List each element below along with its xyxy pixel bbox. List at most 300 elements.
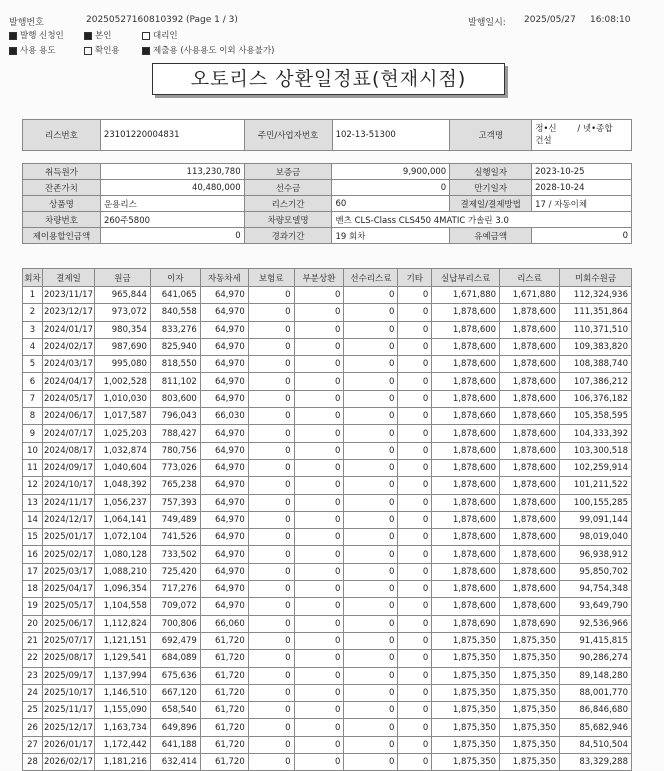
table-cell: 1,878,600 bbox=[432, 356, 500, 373]
table-row bbox=[23, 546, 632, 563]
table-cell: 101,211,522 bbox=[560, 477, 632, 494]
table-cell: 818,550 bbox=[150, 356, 200, 373]
applicant-option bbox=[9, 29, 64, 41]
table-row bbox=[23, 321, 632, 338]
table-cell: 1,878,600 bbox=[500, 356, 560, 373]
table-cell: 0 bbox=[398, 529, 432, 546]
table-row bbox=[23, 459, 632, 476]
table-cell: 2023/11/17 bbox=[42, 287, 94, 304]
model-label: 차량모델명 bbox=[244, 212, 332, 228]
table-cell: 1,875,350 bbox=[432, 702, 500, 719]
table-cell: 1,048,392 bbox=[94, 477, 150, 494]
confirm-label: 확인용 bbox=[95, 46, 120, 56]
table-cell: 0 bbox=[344, 390, 398, 407]
table-cell: 1,875,350 bbox=[500, 736, 560, 753]
table-cell: 0 bbox=[344, 563, 398, 580]
column-header: 미회수원금 bbox=[560, 269, 632, 287]
table-cell: 749,489 bbox=[150, 511, 200, 528]
applicant-label: 발행 신청인 bbox=[20, 31, 64, 41]
table-cell: 0 bbox=[248, 477, 294, 494]
column-header: 리스료 bbox=[500, 269, 560, 287]
table-cell: 2025/05/17 bbox=[42, 598, 94, 615]
table-cell: 64,970 bbox=[200, 390, 248, 407]
table-row bbox=[23, 615, 632, 632]
table-cell: 0 bbox=[344, 442, 398, 459]
table-row bbox=[23, 408, 632, 425]
table-row bbox=[23, 581, 632, 598]
table-cell: 0 bbox=[398, 546, 432, 563]
table-cell: 803,600 bbox=[150, 390, 200, 407]
table-cell: 1,878,600 bbox=[432, 373, 500, 390]
table-cell: 1 bbox=[23, 287, 43, 304]
table-cell: 25 bbox=[23, 702, 43, 719]
table-cell: 1,875,350 bbox=[500, 667, 560, 684]
table-cell: 0 bbox=[248, 667, 294, 684]
table-cell: 64,970 bbox=[200, 373, 248, 390]
table-cell: 1,878,600 bbox=[432, 390, 500, 407]
table-cell: 95,850,702 bbox=[560, 563, 632, 580]
table-cell: 21 bbox=[23, 632, 43, 649]
table-cell: 1,671,880 bbox=[432, 287, 500, 304]
table-cell: 0 bbox=[398, 442, 432, 459]
table-cell: 840,558 bbox=[150, 304, 200, 321]
table-cell: 64,970 bbox=[200, 598, 248, 615]
table-cell: 0 bbox=[248, 373, 294, 390]
table-cell: 0 bbox=[294, 632, 344, 649]
table-cell: 0 bbox=[248, 702, 294, 719]
table-cell: 0 bbox=[344, 425, 398, 442]
table-cell: 0 bbox=[398, 615, 432, 632]
table-cell: 1,172,442 bbox=[94, 736, 150, 753]
table-cell: 1,875,350 bbox=[500, 632, 560, 649]
table-cell: 0 bbox=[248, 563, 294, 580]
table-cell: 1,875,350 bbox=[432, 719, 500, 736]
table-cell: 20 bbox=[23, 615, 43, 632]
table-cell: 1,878,600 bbox=[432, 529, 500, 546]
submit-label: 제출용 (사용용도 이외 사용불가) bbox=[153, 46, 275, 56]
table-cell: 1,875,350 bbox=[500, 719, 560, 736]
table-cell: 684,089 bbox=[150, 650, 200, 667]
car-number-label: 차량번호 bbox=[23, 212, 101, 228]
table-cell: 1,088,210 bbox=[94, 563, 150, 580]
table-cell: 5 bbox=[23, 356, 43, 373]
table-cell: 667,120 bbox=[150, 684, 200, 701]
table-cell: 2 bbox=[23, 304, 43, 321]
table-cell: 780,756 bbox=[150, 442, 200, 459]
table-cell: 0 bbox=[398, 477, 432, 494]
table-cell: 675,636 bbox=[150, 667, 200, 684]
table-cell: 64,970 bbox=[200, 494, 248, 511]
table-cell: 649,896 bbox=[150, 719, 200, 736]
table-cell: 66,030 bbox=[200, 408, 248, 425]
table-cell: 0 bbox=[344, 632, 398, 649]
table-cell: 0 bbox=[398, 667, 432, 684]
prepay: 0 bbox=[332, 180, 450, 196]
table-cell: 0 bbox=[344, 287, 398, 304]
table-cell: 0 bbox=[248, 425, 294, 442]
table-cell: 1,875,350 bbox=[432, 736, 500, 753]
start-date: 2023-10-25 bbox=[532, 164, 632, 180]
discount: 0 bbox=[100, 228, 244, 244]
table-cell: 27 bbox=[23, 736, 43, 753]
table-cell: 0 bbox=[344, 546, 398, 563]
table-cell: 0 bbox=[344, 338, 398, 355]
table-cell: 1,878,600 bbox=[432, 494, 500, 511]
table-cell: 1,878,600 bbox=[500, 563, 560, 580]
acq-price-label: 취득원가 bbox=[23, 164, 101, 180]
table-cell: 2025/11/17 bbox=[42, 702, 94, 719]
column-header: 부분상환 bbox=[294, 269, 344, 287]
product-label: 상품명 bbox=[23, 196, 101, 212]
table-cell: 1,875,350 bbox=[432, 667, 500, 684]
table-cell: 17 bbox=[23, 563, 43, 580]
residual-label: 잔존가치 bbox=[23, 180, 101, 196]
table-cell: 0 bbox=[398, 736, 432, 753]
table-cell: 2025/03/17 bbox=[42, 563, 94, 580]
table-cell: 0 bbox=[248, 304, 294, 321]
table-cell: 64,970 bbox=[200, 356, 248, 373]
table-row bbox=[23, 754, 632, 771]
table-cell: 1,002,528 bbox=[94, 373, 150, 390]
self-option bbox=[84, 29, 111, 41]
table-cell: 64,970 bbox=[200, 425, 248, 442]
table-row bbox=[23, 650, 632, 667]
lease-number: 23101220004831 bbox=[100, 120, 244, 151]
table-cell: 0 bbox=[294, 304, 344, 321]
customer-name bbox=[532, 120, 632, 151]
table-row bbox=[23, 511, 632, 528]
table-cell: 85,682,946 bbox=[560, 719, 632, 736]
table-cell: 1,878,600 bbox=[500, 477, 560, 494]
table-cell: 3 bbox=[23, 321, 43, 338]
table-cell: 0 bbox=[294, 442, 344, 459]
table-cell: 2024/09/17 bbox=[42, 459, 94, 476]
table-cell: 100,155,285 bbox=[560, 494, 632, 511]
table-cell: 92,536,966 bbox=[560, 615, 632, 632]
table-cell: 0 bbox=[344, 754, 398, 771]
deposit-label: 보증금 bbox=[244, 164, 332, 180]
table-cell: 23 bbox=[23, 667, 43, 684]
table-cell: 64,970 bbox=[200, 529, 248, 546]
table-cell: 110,371,510 bbox=[560, 321, 632, 338]
table-cell: 632,414 bbox=[150, 754, 200, 771]
table-cell: 0 bbox=[294, 511, 344, 528]
checkbox-unchecked-icon bbox=[142, 32, 150, 40]
table-cell: 0 bbox=[398, 650, 432, 667]
table-row bbox=[23, 477, 632, 494]
table-cell: 84,510,504 bbox=[560, 736, 632, 753]
table-cell: 9 bbox=[23, 425, 43, 442]
table-cell: 825,940 bbox=[150, 338, 200, 355]
table-cell: 0 bbox=[248, 598, 294, 615]
issue-time: 16:08:10 bbox=[590, 15, 631, 25]
table-cell: 0 bbox=[248, 754, 294, 771]
page-indicator: (Page 1 / 3) bbox=[186, 15, 238, 25]
table-cell: 0 bbox=[294, 719, 344, 736]
table-cell: 1,032,874 bbox=[94, 442, 150, 459]
confirm-option bbox=[84, 44, 120, 56]
table-cell: 0 bbox=[344, 529, 398, 546]
customer-label: 고객명 bbox=[450, 120, 532, 151]
table-cell: 1,056,237 bbox=[94, 494, 150, 511]
table-cell: 91,415,815 bbox=[560, 632, 632, 649]
table-cell: 773,026 bbox=[150, 459, 200, 476]
table-cell: 1,878,600 bbox=[500, 598, 560, 615]
table-cell: 965,844 bbox=[94, 287, 150, 304]
document-title: 오토리스 상환일정표(현재시점) bbox=[152, 63, 505, 95]
table-cell: 22 bbox=[23, 650, 43, 667]
table-cell: 2025/04/17 bbox=[42, 581, 94, 598]
table-cell: 64,970 bbox=[200, 477, 248, 494]
table-cell: 1,878,600 bbox=[500, 425, 560, 442]
customer-name-part1: 정•신 bbox=[535, 124, 557, 134]
column-header: 기타 bbox=[398, 269, 432, 287]
table-cell: 765,238 bbox=[150, 477, 200, 494]
table-cell: 0 bbox=[294, 546, 344, 563]
table-cell: 1,875,350 bbox=[500, 702, 560, 719]
overdue: 0 bbox=[532, 228, 632, 244]
table-cell: 1,878,690 bbox=[500, 615, 560, 632]
table-cell: 1,878,600 bbox=[500, 390, 560, 407]
table-cell: 1,878,600 bbox=[500, 373, 560, 390]
period-label: 리스기간 bbox=[244, 196, 332, 212]
table-cell: 0 bbox=[294, 581, 344, 598]
table-row bbox=[23, 373, 632, 390]
table-cell: 0 bbox=[294, 459, 344, 476]
acq-price: 113,230,780 bbox=[100, 164, 244, 180]
table-cell: 0 bbox=[344, 304, 398, 321]
purpose-option bbox=[9, 44, 56, 56]
table-cell: 725,420 bbox=[150, 563, 200, 580]
column-header: 회차 bbox=[23, 269, 43, 287]
table-cell: 1,671,880 bbox=[500, 287, 560, 304]
column-header: 원금 bbox=[94, 269, 150, 287]
table-cell: 741,526 bbox=[150, 529, 200, 546]
table-cell: 1,010,030 bbox=[94, 390, 150, 407]
table-cell: 66,060 bbox=[200, 615, 248, 632]
table-cell: 7 bbox=[23, 390, 43, 407]
table-cell: 1,878,600 bbox=[432, 459, 500, 476]
table-cell: 1,104,558 bbox=[94, 598, 150, 615]
table-cell: 1,878,600 bbox=[500, 529, 560, 546]
table-cell: 0 bbox=[294, 650, 344, 667]
table-cell: 0 bbox=[294, 356, 344, 373]
table-cell: 1,875,350 bbox=[500, 684, 560, 701]
table-row bbox=[23, 598, 632, 615]
table-cell: 980,354 bbox=[94, 321, 150, 338]
table-cell: 0 bbox=[344, 615, 398, 632]
column-header: 보험료 bbox=[248, 269, 294, 287]
table-cell: 0 bbox=[294, 736, 344, 753]
table-cell: 0 bbox=[294, 321, 344, 338]
table-cell: 811,102 bbox=[150, 373, 200, 390]
table-cell: 64,970 bbox=[200, 321, 248, 338]
table-cell: 1,875,350 bbox=[432, 632, 500, 649]
table-cell: 61,720 bbox=[200, 667, 248, 684]
lease-info-table bbox=[22, 119, 632, 151]
table-cell: 641,065 bbox=[150, 287, 200, 304]
pay-method-label: 결제일/결제방법 bbox=[450, 196, 532, 212]
table-row bbox=[23, 529, 632, 546]
table-cell: 700,806 bbox=[150, 615, 200, 632]
table-cell: 108,388,740 bbox=[560, 356, 632, 373]
table-cell: 83,329,288 bbox=[560, 754, 632, 771]
table-cell: 2025/01/17 bbox=[42, 529, 94, 546]
table-cell: 0 bbox=[344, 511, 398, 528]
checkbox-checked-icon bbox=[9, 32, 17, 40]
table-cell: 109,383,820 bbox=[560, 338, 632, 355]
checkbox-checked-icon bbox=[9, 47, 17, 55]
table-cell: 788,427 bbox=[150, 425, 200, 442]
table-cell: 105,358,595 bbox=[560, 408, 632, 425]
table-cell: 0 bbox=[294, 615, 344, 632]
table-cell: 0 bbox=[248, 287, 294, 304]
deposit: 9,900,000 bbox=[332, 164, 450, 180]
table-cell: 1,878,600 bbox=[500, 494, 560, 511]
table-cell: 61,720 bbox=[200, 754, 248, 771]
table-cell: 0 bbox=[398, 321, 432, 338]
discount-label: 제이용할인금액 bbox=[23, 228, 101, 244]
overdue-label: 유예금액 bbox=[450, 228, 532, 244]
table-cell: 0 bbox=[294, 408, 344, 425]
table-cell: 14 bbox=[23, 511, 43, 528]
table-cell: 0 bbox=[294, 390, 344, 407]
table-cell: 86,846,680 bbox=[560, 702, 632, 719]
table-cell: 2025/06/17 bbox=[42, 615, 94, 632]
table-cell: 8 bbox=[23, 408, 43, 425]
table-cell: 1,163,734 bbox=[94, 719, 150, 736]
table-cell: 0 bbox=[248, 390, 294, 407]
table-cell: 98,019,040 bbox=[560, 529, 632, 546]
table-cell: 2025/12/17 bbox=[42, 719, 94, 736]
table-cell: 64,970 bbox=[200, 563, 248, 580]
table-cell: 0 bbox=[344, 702, 398, 719]
table-cell: 0 bbox=[344, 581, 398, 598]
table-cell: 641,188 bbox=[150, 736, 200, 753]
table-cell: 0 bbox=[248, 581, 294, 598]
table-cell: 2024/02/17 bbox=[42, 338, 94, 355]
table-cell: 1,878,660 bbox=[500, 408, 560, 425]
table-row bbox=[23, 338, 632, 355]
table-row bbox=[23, 356, 632, 373]
table-cell: 2025/10/17 bbox=[42, 684, 94, 701]
table-cell: 1,878,600 bbox=[432, 477, 500, 494]
table-cell: 0 bbox=[344, 408, 398, 425]
table-cell: 4 bbox=[23, 338, 43, 355]
table-cell: 1,875,350 bbox=[432, 754, 500, 771]
table-cell: 0 bbox=[344, 736, 398, 753]
table-cell: 0 bbox=[294, 667, 344, 684]
table-cell: 2026/02/17 bbox=[42, 754, 94, 771]
issue-number-label: 발행번호 bbox=[9, 18, 44, 28]
issue-number: 20250527160810392 bbox=[86, 15, 184, 25]
table-cell: 0 bbox=[248, 684, 294, 701]
table-cell: 2024/04/17 bbox=[42, 373, 94, 390]
table-cell: 0 bbox=[248, 736, 294, 753]
table-cell: 0 bbox=[294, 477, 344, 494]
table-cell: 0 bbox=[248, 529, 294, 546]
table-cell: 0 bbox=[294, 373, 344, 390]
table-row bbox=[23, 702, 632, 719]
table-cell: 1,878,600 bbox=[432, 425, 500, 442]
table-cell: 1,875,350 bbox=[500, 650, 560, 667]
table-cell: 1,040,604 bbox=[94, 459, 150, 476]
table-cell: 0 bbox=[248, 338, 294, 355]
pay-method: 17 / 자동이체 bbox=[532, 196, 632, 212]
table-cell: 0 bbox=[248, 511, 294, 528]
table-cell: 0 bbox=[248, 459, 294, 476]
table-cell: 1,878,600 bbox=[432, 304, 500, 321]
table-cell: 0 bbox=[294, 702, 344, 719]
table-cell: 0 bbox=[294, 338, 344, 355]
table-cell: 18 bbox=[23, 581, 43, 598]
table-cell: 1,096,354 bbox=[94, 581, 150, 598]
table-cell: 1,072,104 bbox=[94, 529, 150, 546]
table-cell: 2026/01/17 bbox=[42, 736, 94, 753]
table-cell: 2025/07/17 bbox=[42, 632, 94, 649]
table-cell: 1,878,600 bbox=[432, 563, 500, 580]
table-cell: 0 bbox=[398, 356, 432, 373]
table-cell: 88,001,770 bbox=[560, 684, 632, 701]
table-cell: 1,064,141 bbox=[94, 511, 150, 528]
checkbox-unchecked-icon bbox=[84, 47, 92, 55]
table-cell: 1,112,824 bbox=[94, 615, 150, 632]
table-cell: 1,878,600 bbox=[432, 511, 500, 528]
table-cell: 1,878,600 bbox=[432, 442, 500, 459]
table-cell: 1,878,600 bbox=[432, 321, 500, 338]
table-cell: 0 bbox=[398, 390, 432, 407]
product: 운용리스 bbox=[100, 196, 244, 212]
column-header: 자동차세 bbox=[200, 269, 248, 287]
table-row bbox=[23, 304, 632, 321]
table-row bbox=[23, 667, 632, 684]
elapsed-label: 경과기간 bbox=[244, 228, 332, 244]
table-cell: 64,970 bbox=[200, 304, 248, 321]
table-cell: 0 bbox=[344, 719, 398, 736]
table-cell: 0 bbox=[398, 494, 432, 511]
table-cell: 1,017,587 bbox=[94, 408, 150, 425]
table-cell: 1,878,600 bbox=[432, 338, 500, 355]
table-cell: 0 bbox=[344, 650, 398, 667]
self-label: 본인 bbox=[95, 31, 112, 41]
contract-table bbox=[22, 163, 632, 244]
table-cell: 19 bbox=[23, 598, 43, 615]
table-cell: 2024/10/17 bbox=[42, 477, 94, 494]
table-cell: 0 bbox=[398, 304, 432, 321]
table-cell: 1,875,350 bbox=[432, 650, 500, 667]
table-cell: 106,376,182 bbox=[560, 390, 632, 407]
checkbox-checked-icon bbox=[84, 32, 92, 40]
table-cell: 12 bbox=[23, 477, 43, 494]
table-cell: 1,129,541 bbox=[94, 650, 150, 667]
table-cell: 973,072 bbox=[94, 304, 150, 321]
table-cell: 0 bbox=[248, 546, 294, 563]
table-cell: 0 bbox=[294, 529, 344, 546]
table-cell: 709,072 bbox=[150, 598, 200, 615]
customer-name-part3: 건설 bbox=[535, 136, 552, 146]
car-number: 260주5800 bbox=[100, 212, 244, 228]
table-cell: 2024/03/17 bbox=[42, 356, 94, 373]
table-row bbox=[23, 390, 632, 407]
table-cell: 0 bbox=[294, 287, 344, 304]
table-cell: 15 bbox=[23, 529, 43, 546]
table-cell: 64,970 bbox=[200, 546, 248, 563]
table-cell: 94,754,348 bbox=[560, 581, 632, 598]
table-cell: 107,386,212 bbox=[560, 373, 632, 390]
table-cell: 1,878,600 bbox=[500, 459, 560, 476]
table-cell: 102,259,914 bbox=[560, 459, 632, 476]
table-cell: 64,970 bbox=[200, 459, 248, 476]
